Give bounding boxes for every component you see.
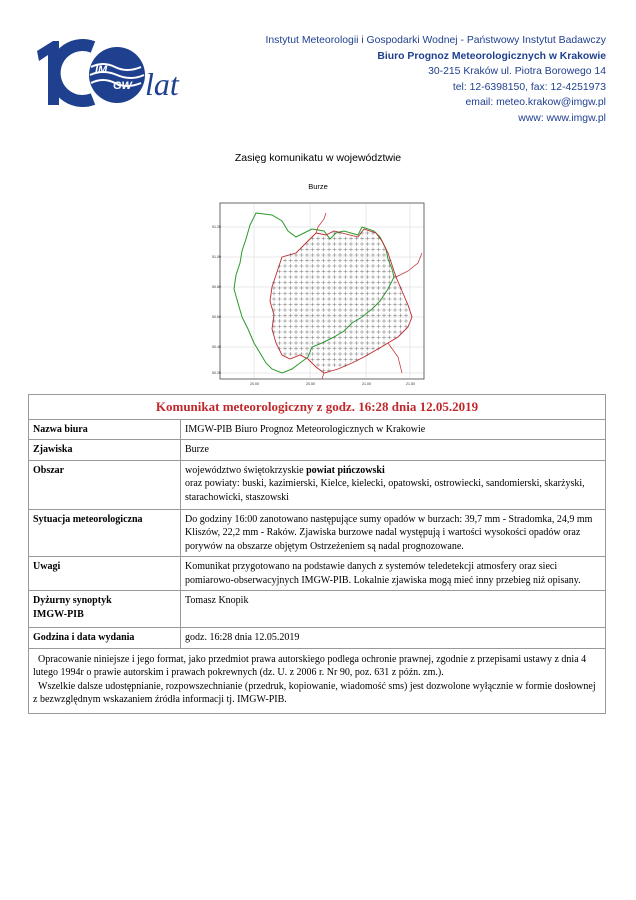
duty-label-line2: IMGW-PIB [33,608,84,620]
table-row [29,440,606,461]
map-y-tick-label: 50.20 [212,371,221,375]
map-y-tick-label: 51.00 [212,255,221,259]
area-voivodeship: województwo świętokrzyskie [185,464,307,476]
table-row [29,648,606,713]
area-label: Obszar [29,460,181,509]
map-y-tick-label: 50.60 [212,315,221,319]
map-title: Burze [308,182,328,191]
svg-text:GW: GW [113,80,132,92]
area-value [181,460,606,509]
notes-label: Uwagi [29,557,181,591]
area-main-county: powiat pińczowski [306,464,385,476]
range-title: Zasięg komunikatu w województwie [234,152,402,164]
map-x-tick-label: 20.00 [250,382,259,386]
table-row [29,591,606,628]
map-y-tick-label: 50.40 [212,345,221,349]
header-website: www: www.imgw.pl [518,112,606,124]
table-row [29,509,606,557]
table-row [29,419,606,440]
area-other-counties: oraz powiaty: buski, kazimierski, Kielce, kielecki, opatowski, ostrowiecki, sandomierski, skarżyski, starachowicki, staszowski [185,478,585,503]
imgw-logo-icon [33,37,193,109]
svg-text:IM: IM [95,64,108,76]
notes-value: Komunikat przygotowano na podstawie danych z systemów teledetekcji atmosfery oraz sieci pomiarowo-obserwacyjnych IMGW-PIB. Lokalnie zjawiska mogą mieć inny przebieg niż opisany. [181,557,606,591]
duty-label-line1: Dyżurny synoptyk [33,595,112,606]
map-x-tick-label: 21.50 [406,382,415,386]
map-x-tick-label: 20.50 [306,382,315,386]
bulletin-table [28,394,606,714]
phenomenon-label: Zjawiska [29,440,181,461]
header-office-name: Biuro Prognoz Meteorologicznych w Krakowie [377,50,606,62]
copyright-footer [29,648,606,713]
copyright-text: Opracowanie niniejsze i jego format, jako przedmiot prawa autorskiego podlega ochronie prawnej, zgodnie z przepisami ustawy z dnia 4 lutego 1994r o prawie autorskim i prawach pokrewnych (dz. U. z 2006 r. Nr 90, poz. 631 z późn. zm.). [33,653,587,678]
header-phone: tel: 12-6398150, fax: 12-4251973 [452,81,606,93]
header-institute-name: Instytut Meteorologii i Gospodarki Wodnej - Państwowy Instytut Badawczy [265,35,606,46]
duty-label [29,591,181,628]
header-address: 30-215 Kraków ul. Piotra Borowego 14 [428,66,606,78]
phenomenon-value: Burze [181,440,606,461]
warning-map [212,197,430,389]
table-row [29,628,606,649]
header-email: email: meteo.krakow@imgw.pl [465,97,606,109]
table-row [29,460,606,509]
situation-label: Sytuacja meteorologiczna [29,509,181,557]
institute-header [265,33,606,127]
office-label: Nazwa biura [29,419,181,440]
issued-value: godz. 16:28 dnia 12.05.2019 [181,628,606,649]
issued-label: Godzina i data wydania [29,628,181,649]
bulletin-headline: Komunikat meteorologiczny z godz. 16:28 dnia 12.05.2019 [29,395,606,420]
map-y-tick-label: 50.80 [212,285,221,289]
situation-value: Do godziny 16:00 zanotowano następujące sumy opadów w burzach: 39,7 mm - Stradomka, 24,9 mm Kliszów, 22,2 mm - Raków. Zjawiska burzowe nadal występują i wartości wysokości opadów oraz porywów na obszarze objętym Ostrzeżeniem są nadal prognozowane. [181,509,606,557]
redistribution-text: Wszelkie dalsze udostępnianie, rozpowszechnianie (przedruk, kopiowanie, wiadomość sms) jest dozwolone wyłącznie w formie dosłownej z bezwzględnym wskazaniem źródła informacji tj. IMGW-PIB. [33,680,596,705]
map-x-tick-label: 21.00 [362,382,371,386]
office-value: IMGW-PIB Biuro Prognoz Meteorologicznych w Krakowie [181,419,606,440]
svg-text:lat: lat [145,66,179,102]
duty-value: Tomasz Knopik [181,591,606,628]
table-row [29,557,606,591]
map-y-tick-label: 51.20 [212,225,221,229]
